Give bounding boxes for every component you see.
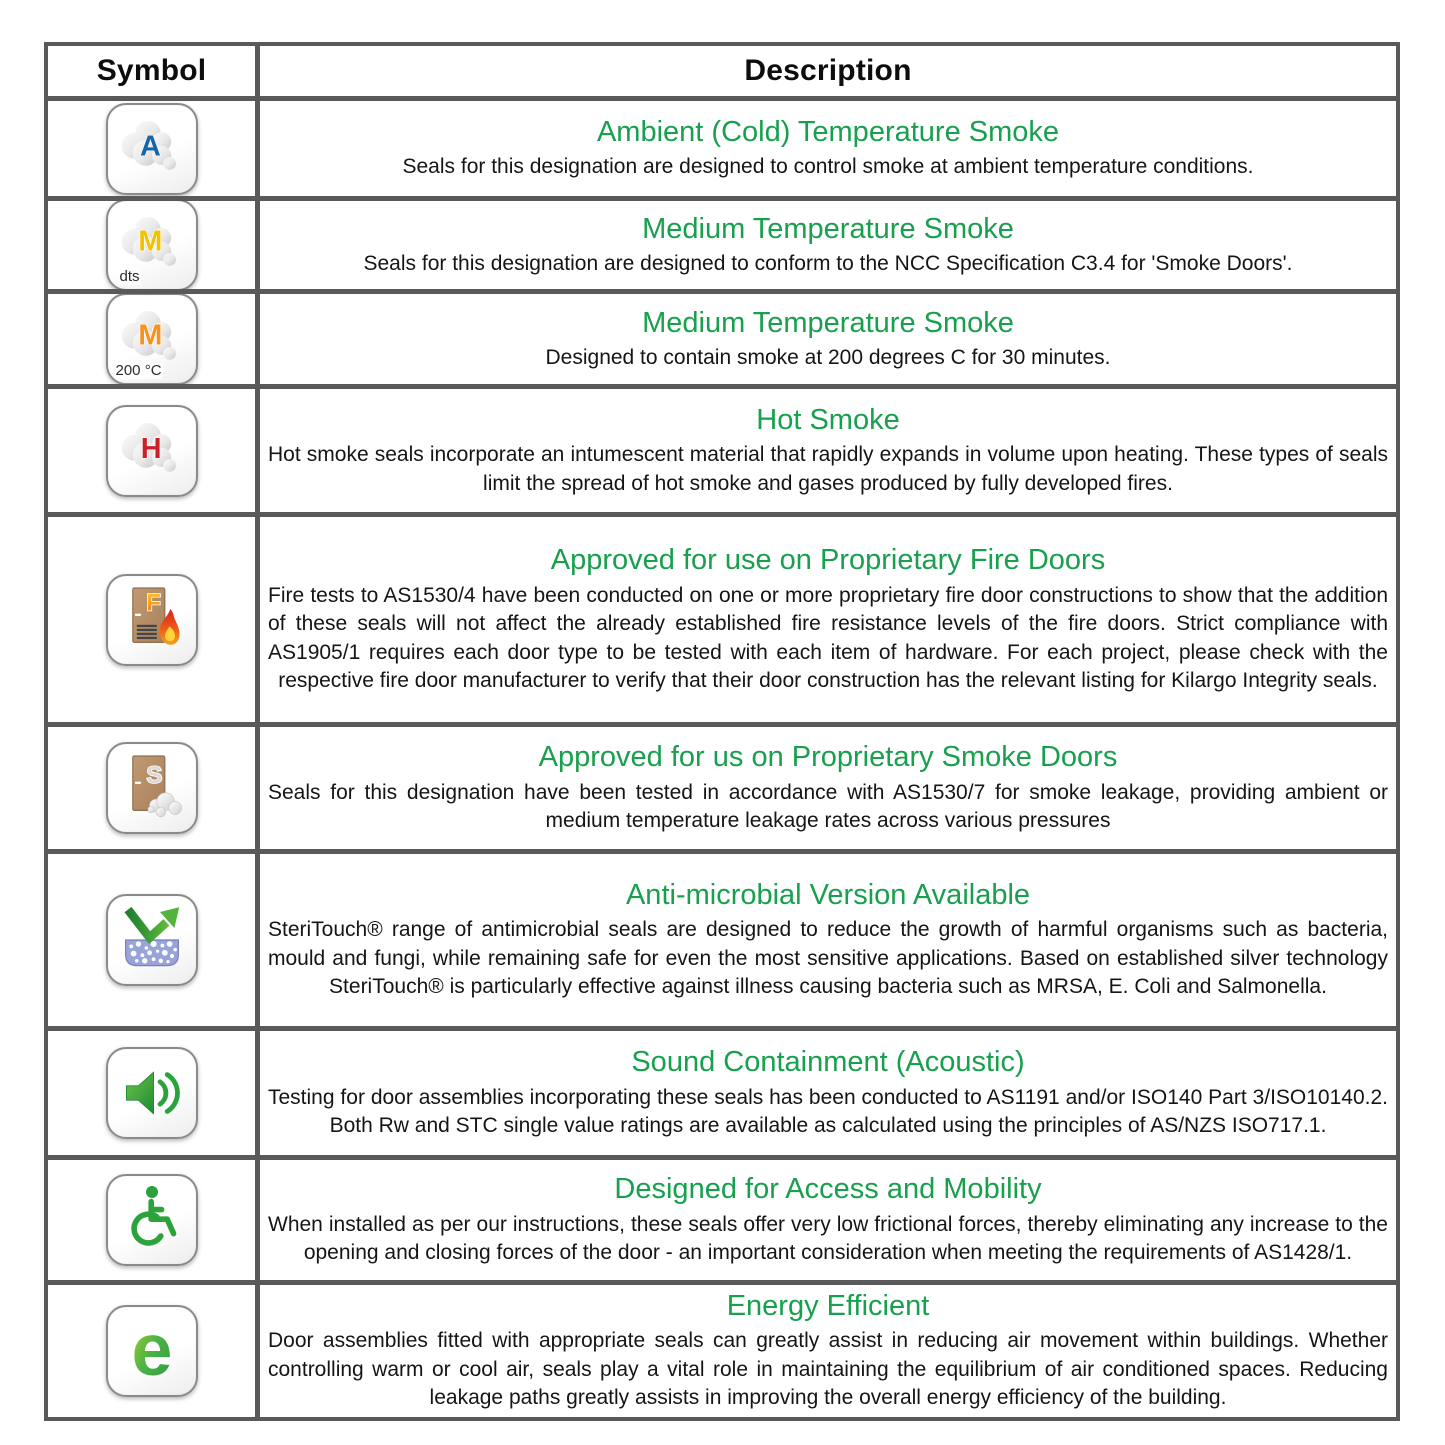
cloud-letter-m: M [137, 225, 162, 258]
row-title: Medium Temperature Smoke [642, 212, 1014, 245]
row-body: Door assemblies fitted with appropriate seals can greatly assist in reducing air movement within buildings. Whether controlling warm or cool air, seals play a vital role in maintaining the equilibrium of air conditioned spaces. Reducing leakage paths greatly assists in improving the overall energy efficiency of the building. [268, 1329, 1388, 1410]
description-cell-energy-efficient [260, 1285, 1396, 1417]
anti-microbial-icon [106, 894, 198, 986]
row-title: Approved for us on Proprietary Smoke Doors [538, 741, 1118, 774]
cloud-letter-h: H [140, 432, 162, 465]
anti-microbial-icon [112, 900, 192, 980]
row-body: Seals for this designation are designed to control smoke at ambient temperature conditions. [402, 155, 1254, 179]
row-body: SteriTouch® range of antimicrobial seals are designed to reduce the growth of harmful organisms such as bacteria, mould and fungi, while remaining safe for even the most sensitive applications. Based on established silver technology SteriTouch® is particularly effective against illness causing bacteria such as MRSA, E. Coli and Salmonella. [268, 918, 1388, 999]
description-header-label: Description [744, 54, 912, 87]
icon-caption-dts: dts [119, 267, 140, 285]
description-cell-ambient-smoke [260, 101, 1396, 196]
row-title: Energy Efficient [726, 1290, 930, 1323]
row-body: Fire tests to AS1530/4 have been conducted on one or more proprietary fire door constructions to show that the addition of these seals will not affect the already established fire resistance levels of the fire doors. Strict compliance with AS1905/1 requires each door type to be tested with each item of hardware. For each project, please check with the respective fire door manufacturer to verify that their door construction has the relevant listing for Kilargo Integrity seals. [268, 583, 1388, 693]
symbol-cell-fire-doors [48, 517, 255, 722]
door-letter-s: S [145, 762, 162, 790]
symbol-column-header [48, 46, 255, 96]
row-body: When installed as per our instructions, these seals offer very low frictional forces, thereby eliminating any increase to the opening and closing forces of the door - an important consideration when meeting the requirements of AS1428/1. [268, 1212, 1388, 1265]
energy-efficient-e-icon [112, 1311, 192, 1391]
symbol-cell-ambient-smoke [48, 101, 255, 196]
row-title: Designed for Access and Mobility [614, 1173, 1042, 1206]
symbol-description-table [44, 42, 1400, 1421]
symbol-cell-smoke-doors [48, 727, 255, 849]
wheelchair-access-icon [112, 1180, 192, 1260]
description-cell-anti-microbial [260, 854, 1396, 1026]
fire-door-icon [106, 574, 198, 666]
description-cell-acoustic [260, 1031, 1396, 1155]
symbol-cell-medium-smoke-dts [48, 201, 255, 289]
description-cell-smoke-doors [260, 727, 1396, 849]
sound-wave-outer [167, 1075, 177, 1112]
symbol-cell-medium-smoke-200c [48, 294, 255, 384]
icon-caption-200c: 200 °C [115, 361, 162, 379]
symbol-cell-acoustic [48, 1031, 255, 1155]
row-body: Designed to contain smoke at 200 degrees C for 30 minutes. [545, 345, 1111, 369]
speaker-acoustic-icon [112, 1053, 192, 1133]
smoke-cloud-h-icon [106, 405, 198, 497]
smoke-cloud-a-icon [106, 103, 198, 195]
row-body: Testing for door assemblies incorporating these seals has been conducted to AS1191 and/or ISO140 Part 3/ISO10140.2. Both Rw and STC single value ratings are available as calculated using the principles of AS/NZS ISO717.1. [268, 1085, 1388, 1138]
energy-efficient-e-icon [106, 1305, 198, 1397]
row-title: Sound Containment (Acoustic) [631, 1046, 1025, 1079]
speaker-acoustic-icon [106, 1047, 198, 1139]
door-letter-f: F [145, 588, 161, 616]
symbol-cell-anti-microbial [48, 854, 255, 1026]
smoke-cloud-m-dts-icon [106, 201, 198, 289]
bounce-arrow [128, 907, 179, 937]
wheelchair-access-icon [106, 1174, 198, 1266]
row-title: Approved for use on Proprietary Fire Doors [550, 544, 1106, 577]
cloud-letter-a: A [139, 129, 161, 162]
description-cell-hot-smoke [260, 389, 1396, 512]
row-body: Hot smoke seals incorporate an intumescent material that rapidly expands in volume upon heating. These types of seals limit the spread of hot smoke and gases produced by fully developed fires. [268, 443, 1388, 495]
description-cell-medium-smoke-200c [260, 294, 1396, 384]
symbol-cell-hot-smoke [48, 389, 255, 512]
smoke-cloud-h-icon [112, 411, 192, 491]
cloud-letter-m: M [137, 319, 162, 352]
row-title: Medium Temperature Smoke [642, 306, 1014, 339]
symbol-header-label: Symbol [96, 54, 207, 87]
speaker-body [126, 1072, 153, 1114]
description-cell-medium-smoke-dts [260, 201, 1396, 289]
row-title: Hot Smoke [756, 403, 900, 436]
row-body: Seals for this designation have been tested in accordance with AS1530/7 for smoke leakage, providing ambient or medium temperature leakage rates across various pressures [268, 780, 1388, 833]
wheelchair-body [134, 1202, 174, 1243]
smoke-cloud-m-200c-icon [106, 294, 198, 384]
sound-wave-inner [160, 1082, 166, 1104]
smoke-door-icon [112, 748, 192, 828]
description-cell-fire-doors [260, 517, 1396, 722]
row-title: Anti-microbial Version Available [625, 879, 1031, 912]
smoke-cloud-a-icon [112, 109, 192, 189]
description-column-header [260, 46, 1396, 96]
symbol-cell-access-mobility [48, 1160, 255, 1280]
fire-door-icon [112, 580, 192, 660]
row-title: Ambient (Cold) Temperature Smoke [596, 116, 1060, 149]
smoke-door-icon [106, 742, 198, 834]
wheelchair-head [146, 1186, 158, 1198]
energy-letter-e: e [131, 1311, 172, 1391]
row-body: Seals for this designation are designed to conform to the NCC Specification C3.4 for 'Smoke Doors'. [363, 251, 1293, 275]
description-cell-access-mobility [260, 1160, 1396, 1280]
symbol-cell-energy-efficient [48, 1285, 255, 1417]
